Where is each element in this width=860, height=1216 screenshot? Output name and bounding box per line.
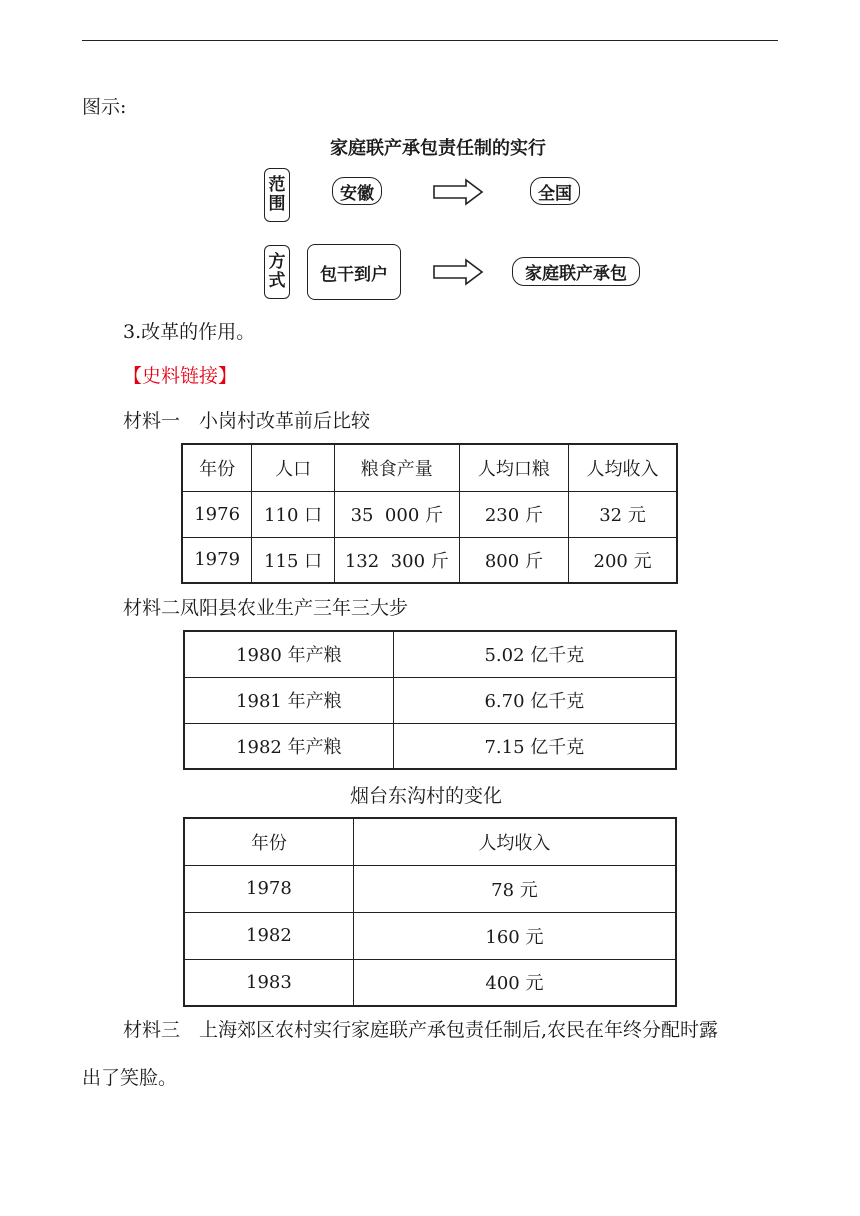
table-cell: 230 斤 (459, 491, 568, 537)
source-links-heading: 【史料链接】 (123, 365, 238, 387)
table-header-row (182, 444, 677, 491)
table-cell: 35 000 斤 (334, 491, 459, 537)
table-cell: 78 元 (353, 865, 676, 912)
table-header-row (184, 818, 676, 865)
table-row (184, 912, 676, 959)
table-cell: 1981 年产粮 (184, 677, 393, 723)
material-2-caption: 材料二凤阳县农业生产三年三大步 (123, 597, 409, 619)
table-cell: 1983 (184, 959, 353, 1006)
table-row (182, 491, 677, 537)
header-rule (82, 40, 778, 41)
table-cell: 5.02 亿千克 (393, 631, 676, 677)
column-header: 人均收入 (353, 818, 676, 865)
method-label-char: 方 (268, 252, 286, 272)
scope-label-char: 范 (268, 175, 286, 195)
column-header: 人口 (252, 444, 335, 491)
table-cell: 160 元 (353, 912, 676, 959)
column-header: 人均收入 (569, 444, 677, 491)
column-header: 年份 (184, 818, 353, 865)
table-cell: 7.15 亿千克 (393, 723, 676, 769)
method-label (264, 245, 290, 299)
table-cell: 800 斤 (459, 537, 568, 583)
method-to: 家庭联产承包 (512, 257, 640, 286)
table-row (184, 631, 676, 677)
column-header: 年份 (182, 444, 252, 491)
arrow-right-icon (432, 178, 484, 206)
table-cell: 32 元 (569, 491, 677, 537)
table-cell: 200 元 (569, 537, 677, 583)
scope-label-char: 围 (268, 194, 286, 214)
scope-from: 安徽 (332, 177, 382, 205)
fengyang-table (183, 630, 677, 770)
material-3-text: 材料三 上海郊区农村实行家庭联产承包责任制后,农民在年终分配时露 (123, 1019, 719, 1041)
material-1-caption: 材料一 小岗村改革前后比较 (123, 410, 371, 432)
table-row (184, 677, 676, 723)
scope-to: 全国 (530, 177, 580, 205)
donggou-caption: 烟台东沟村的变化 (350, 785, 503, 807)
xiaogang-table (181, 443, 678, 584)
donggou-table (183, 817, 677, 1007)
arrow-right-icon (432, 258, 484, 286)
section-3-heading: 3.改革的作用。 (123, 321, 256, 343)
table-cell: 1976 (182, 491, 252, 537)
table-row (184, 865, 676, 912)
table-row (184, 723, 676, 769)
method-from: 包干到户 (307, 244, 401, 300)
table-cell: 132 300 斤 (334, 537, 459, 583)
table-row (184, 959, 676, 1006)
column-header: 人均口粮 (459, 444, 568, 491)
reform-diagram (250, 130, 670, 310)
table-cell: 400 元 (353, 959, 676, 1006)
column-header: 粮食产量 (334, 444, 459, 491)
table-cell: 115 口 (252, 537, 335, 583)
table-cell: 1982 年产粮 (184, 723, 393, 769)
material-3-text-cont: 出了笑脸。 (82, 1067, 178, 1089)
table-cell: 1982 (184, 912, 353, 959)
table-row (182, 537, 677, 583)
method-label-char: 式 (268, 271, 286, 291)
table-cell: 1980 年产粮 (184, 631, 393, 677)
intro-label: 图示: (82, 96, 127, 118)
table-cell: 1979 (182, 537, 252, 583)
table-cell: 1978 (184, 865, 353, 912)
scope-label (264, 168, 290, 222)
diagram-title: 家庭联产承包责任制的实行 (330, 138, 546, 159)
table-cell: 6.70 亿千克 (393, 677, 676, 723)
table-cell: 110 口 (252, 491, 335, 537)
